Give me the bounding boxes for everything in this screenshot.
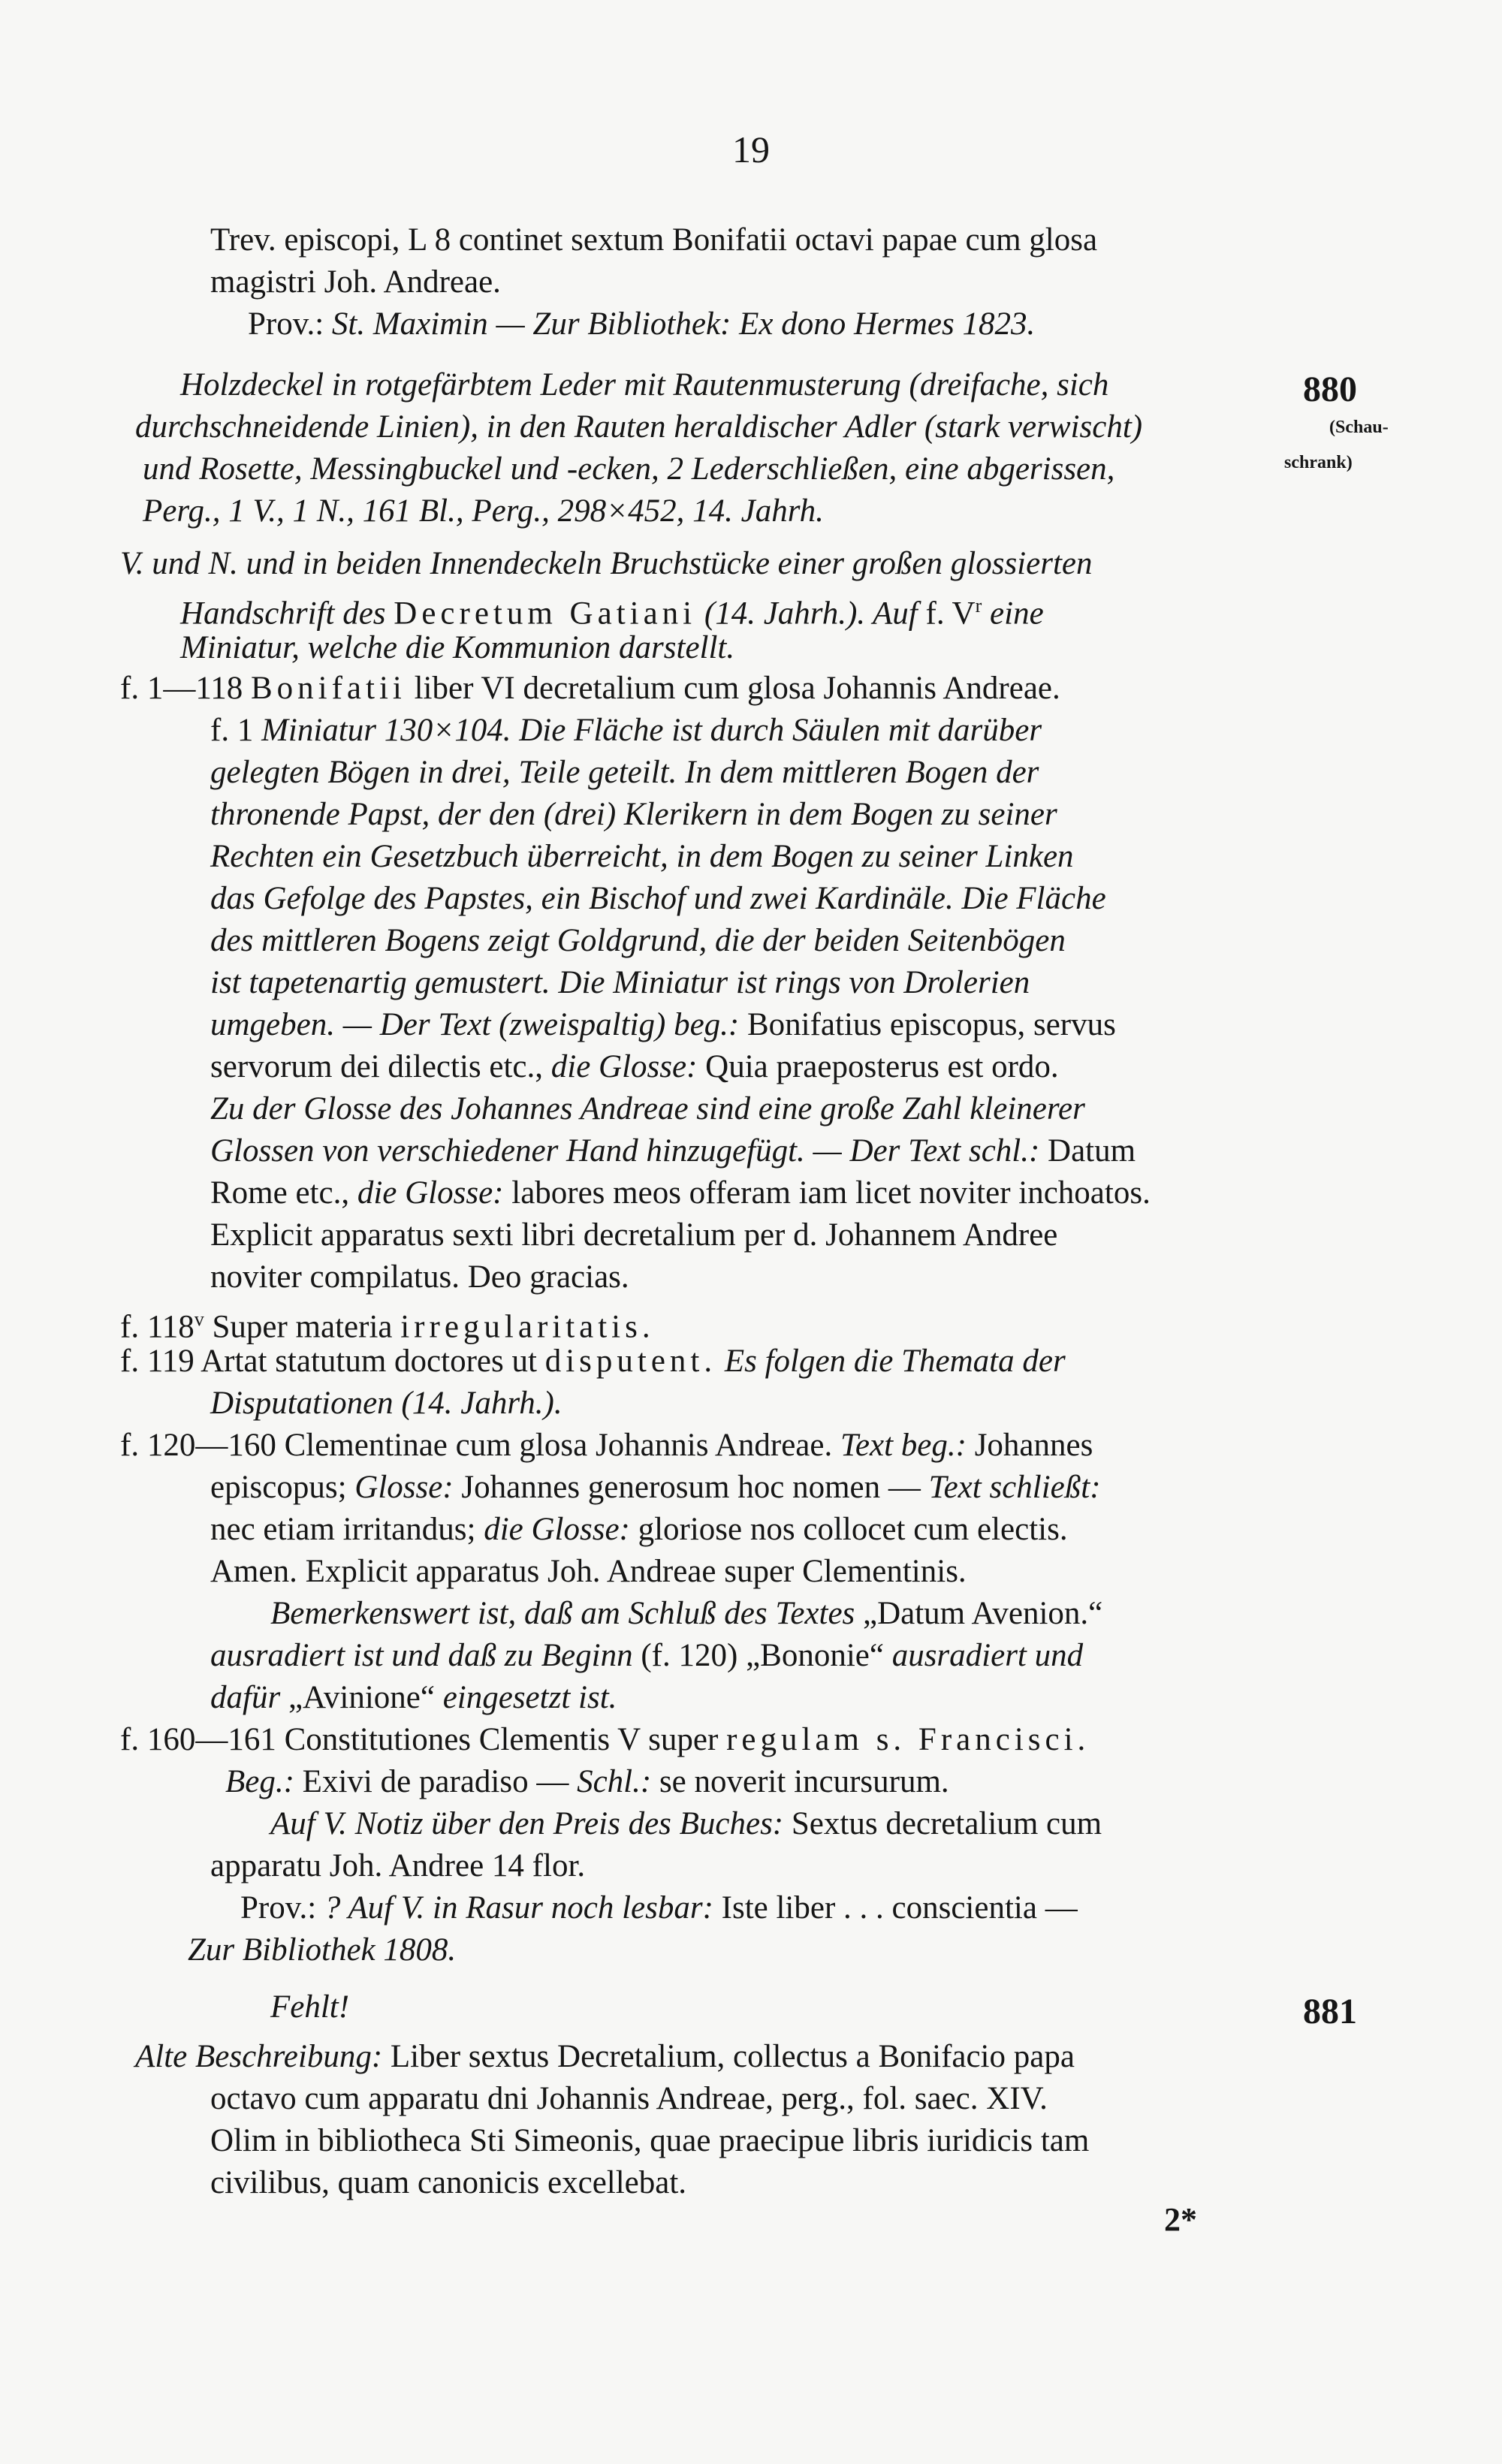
text-begin-line: umgeben. — Der Text (zweispaltig) beg.: Bonifatius episcopus, servus [210,1007,1116,1042]
miniature-line: das Gefolge des Papstes, ein Bischof und zwei Kardinäle. Die Fläche [210,881,1106,916]
provenance: Prov.: ? Auf V. in Rasur noch lesbar: Iste liber . . . conscientia — [240,1890,1078,1926]
old-description-line: Alte Beschreibung: Liber sextus Decretalium, collectus a Bonifacio papa [135,2039,1075,2074]
entry-number-880: 880 [1303,369,1357,409]
intro-line: Trev. episcopi, L 8 continet sextum Bonifatii octavi papae cum glosa [210,222,1098,258]
miniature-line: gelegten Bögen in drei, Teile geteilt. In dem mittleren Bogen der [210,755,1039,790]
missing-note: Fehlt! [270,1989,350,2025]
signature-mark: 2* [1164,2201,1197,2238]
binding-line: und Rosette, Messingbuckel und -ecken, 2 Lederschließen, eine abgerissen, [143,451,1115,487]
gloss-line: servorum dei dilectis etc., die Glosse: Quia praeposterus est ordo. [210,1049,1059,1084]
folio-line: f. 119 Artat statutum doctores ut disputent. Es folgen die Themata der [120,1344,1066,1379]
folio-line: Disputationen (14. Jahrh.). [210,1386,562,1421]
miniature-line: thronende Papst, der den (drei) Klerikern in dem Bogen zu seiner [210,797,1057,832]
remark-line: Bemerkenswert ist, daß am Schluß des Textes „Datum Avenion.“ [270,1596,1103,1631]
price-note-line: Auf V. Notiz über den Preis des Buches: Sextus decretalium cum [270,1806,1102,1841]
miniature-line: des mittleren Bogens zeigt Goldgrund, die der beiden Seitenbögen [210,923,1066,958]
side-note: schrank) [1284,453,1353,472]
front-back-line: Handschrift des Decretum Gatiani (14. Jahrh.). Auf f. $V^r$ eine [180,595,1044,632]
folio-line: f. 160—161 Constitutiones Clementis V super regulam s. Francisci. [120,1722,1090,1757]
folio-line: nec etiam irritandus; die Glosse: gloriose nos collocet cum electis. [210,1512,1068,1547]
old-description-line: Olim in bibliotheca Sti Simeonis, quae praecipue libris iuridicis tam [210,2123,1090,2158]
remark-line: ausradiert ist und daß zu Beginn (f. 120) „Bononie“ ausradiert und [210,1638,1084,1673]
binding-line: durchschneidende Linien), in den Rauten heraldischer Adler (stark verwischt) [135,409,1143,445]
binding-line: Perg., 1 V., 1 N., 161 Bl., Perg., 298×452, 14. Jahrh. [143,493,824,529]
folio-line: f. 118$^v$ Super materia irregularitatis. [120,1308,655,1345]
front-back-line: Miniatur, welche die Kommunion darstellt. [180,630,735,665]
price-note-line: apparatu Joh. Andree 14 flor. [210,1848,586,1883]
folio-line: f. 1—118 Bonifatii liber VI decretalium cum glosa Johannis Andreae. [120,671,1060,706]
gloss-line: Zu der Glosse des Johannes Andreae sind eine große Zahl kleinerer [210,1091,1085,1126]
folio-line: f. 120—160 Clementinae cum glosa Johannis Andreae. Text beg.: Johannes [120,1428,1093,1463]
gloss-line: Glossen von verschiedener Hand hinzugefügt. — Der Text schl.: Datum [210,1133,1136,1169]
old-description-line: octavo cum apparatu dni Johannis Andreae, perg., fol. saec. XIV. [210,2081,1048,2116]
front-back-line: V. und N. und in beiden Innendeckeln Bruchstücke einer großen glossierten [120,546,1093,581]
explicit-line: noviter compilatus. Deo gracias. [210,1259,629,1295]
miniature-line: ist tapetenartig gemustert. Die Miniatur ist rings von Drolerien [210,965,1030,1000]
explicit-line: Explicit apparatus sexti libri decretalium per d. Johannem Andree [210,1217,1058,1253]
page-number: 19 [732,128,770,170]
side-note: (Schau- [1329,418,1389,437]
remark-line: dafür „Avinione“ eingesetzt ist. [210,1680,617,1715]
miniature-line: f. 1 Miniatur 130×104. Die Fläche ist durch Säulen mit darüber [210,713,1042,748]
entry-number-881: 881 [1303,1992,1357,2031]
miniature-line: Rechten ein Gesetzbuch überreicht, in dem Bogen zu seiner Linken [210,839,1074,874]
provenance: Prov.: St. Maximin — Zur Bibliothek: Ex dono Hermes 1823. [248,306,1036,342]
old-description-line: civilibus, quam canonicis excellebat. [210,2165,687,2200]
provenance: Zur Bibliothek 1808. [188,1932,457,1968]
folio-line: Amen. Explicit apparatus Joh. Andreae super Clementinis. [210,1554,967,1589]
binding-line: Holzdeckel in rotgefärbtem Leder mit Rautenmusterung (dreifache, sich [180,367,1109,403]
intro-line: magistri Joh. Andreae. [210,264,501,300]
folio-line: episcopus; Glosse: Johannes generosum hoc nomen — Text schließt: [210,1470,1101,1505]
gloss-line: Rome etc., die Glosse: labores meos offeram iam licet noviter inchoatos. [210,1175,1151,1211]
begin-end-line: Beg.: Exivi de paradiso — Schl.: se noverit incursurum. [225,1764,949,1799]
